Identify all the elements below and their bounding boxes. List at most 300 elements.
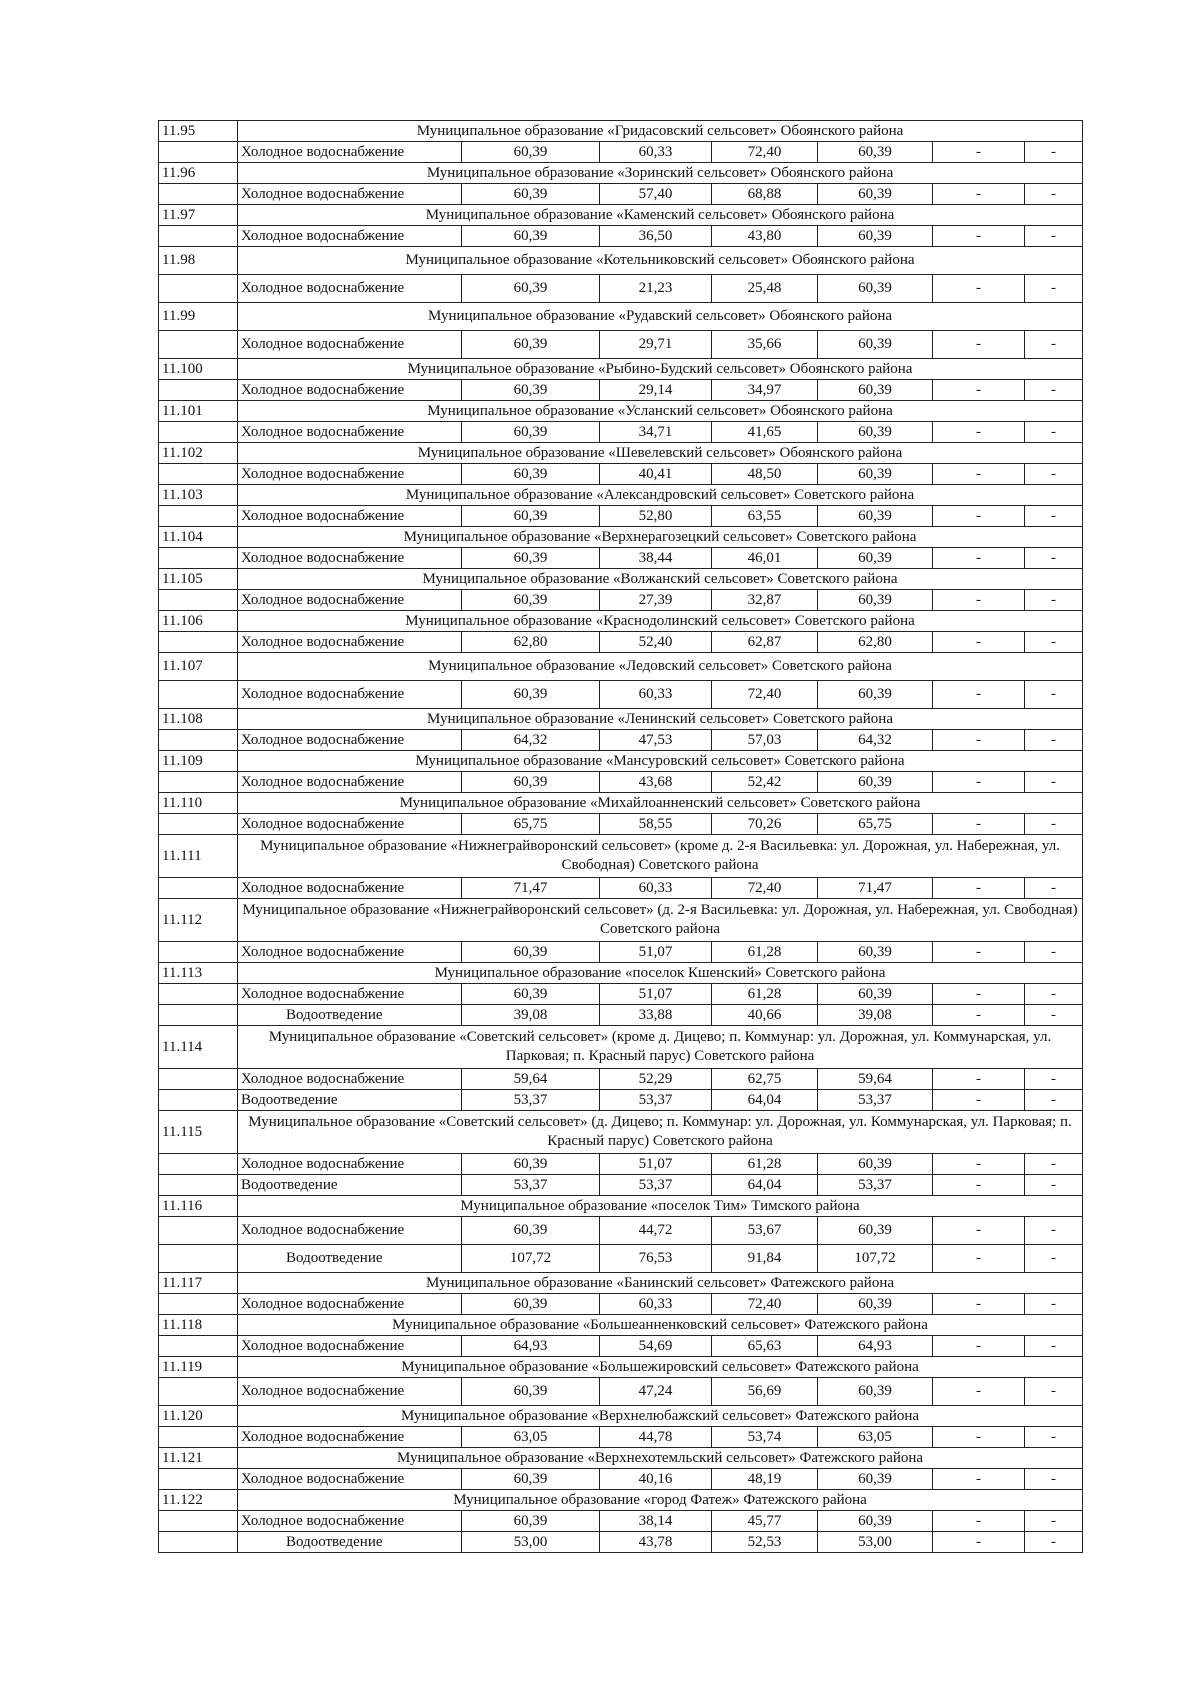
dash-cell: - — [933, 1005, 1025, 1026]
tariff-value: 40,41 — [600, 464, 712, 485]
dash-cell: - — [933, 632, 1025, 653]
service-label: Водоотведение — [238, 1005, 462, 1026]
dash-cell: - — [933, 1154, 1025, 1175]
dash-cell: - — [933, 1469, 1025, 1490]
service-row — [159, 422, 1083, 443]
dash-cell: - — [933, 1294, 1025, 1315]
service-row — [159, 1005, 1083, 1026]
service-row — [159, 1294, 1083, 1315]
dash-cell: - — [1025, 1217, 1083, 1245]
service-label: Холодное водоснабжение — [238, 878, 462, 899]
dash-cell: - — [1025, 878, 1083, 899]
tariff-value: 65,75 — [818, 814, 933, 835]
municipality-header-row — [159, 1026, 1083, 1069]
service-row — [159, 878, 1083, 899]
row-number: 11.95 — [159, 121, 238, 142]
tariff-value: 60,39 — [462, 226, 600, 247]
empty-cell — [159, 464, 238, 485]
empty-cell — [159, 226, 238, 247]
municipality-header-row — [159, 1111, 1083, 1154]
tariff-value: 72,40 — [712, 878, 818, 899]
service-row — [159, 1175, 1083, 1196]
row-number: 11.118 — [159, 1315, 238, 1336]
tariff-value: 59,64 — [818, 1069, 933, 1090]
municipality-header-row — [159, 709, 1083, 730]
tariff-value: 34,71 — [600, 422, 712, 443]
empty-cell — [159, 632, 238, 653]
dash-cell: - — [1025, 1336, 1083, 1357]
tariff-value: 62,75 — [712, 1069, 818, 1090]
empty-cell — [159, 1294, 238, 1315]
row-number: 11.112 — [159, 899, 238, 942]
municipality-header-row — [159, 963, 1083, 984]
service-label: Холодное водоснабжение — [238, 506, 462, 527]
tariff-value: 62,87 — [712, 632, 818, 653]
tariff-value: 60,39 — [818, 1154, 933, 1175]
tariff-value: 52,42 — [712, 772, 818, 793]
tariff-value: 60,39 — [462, 942, 600, 963]
tariff-value: 60,39 — [818, 142, 933, 163]
dash-cell: - — [933, 984, 1025, 1005]
municipality-name: Муниципальное образование «Банинский сельсовет» Фатежского района — [238, 1273, 1083, 1294]
municipality-name: Муниципальное образование «Рудавский сельсовет» Обоянского района — [238, 303, 1083, 331]
tariff-value: 57,03 — [712, 730, 818, 751]
service-label: Холодное водоснабжение — [238, 1069, 462, 1090]
service-row — [159, 1217, 1083, 1245]
municipality-name: Муниципальное образование «Волжанский сельсовет» Советского района — [238, 569, 1083, 590]
municipality-header-row — [159, 359, 1083, 380]
tariff-value: 60,39 — [818, 1511, 933, 1532]
municipality-name: Муниципальное образование «Михайлоанненский сельсовет» Советского района — [238, 793, 1083, 814]
municipality-name: Муниципальное образование «Усланский сельсовет» Обоянского района — [238, 401, 1083, 422]
dash-cell: - — [933, 506, 1025, 527]
tariff-value: 44,72 — [600, 1217, 712, 1245]
tariff-value: 52,80 — [600, 506, 712, 527]
municipality-header-row — [159, 205, 1083, 226]
row-number: 11.110 — [159, 793, 238, 814]
tariff-value: 76,53 — [600, 1245, 712, 1273]
dash-cell: - — [933, 590, 1025, 611]
dash-cell: - — [933, 1090, 1025, 1111]
dash-cell: - — [1025, 422, 1083, 443]
tariff-value: 45,77 — [712, 1511, 818, 1532]
row-number: 11.104 — [159, 527, 238, 548]
service-label: Холодное водоснабжение — [238, 184, 462, 205]
tariff-value: 40,16 — [600, 1469, 712, 1490]
tariff-value: 32,87 — [712, 590, 818, 611]
tariff-value: 60,39 — [818, 226, 933, 247]
service-label: Холодное водоснабжение — [238, 1378, 462, 1406]
tariff-table — [158, 120, 1083, 1553]
dash-cell: - — [1025, 1175, 1083, 1196]
municipality-name: Муниципальное образование «поселок Кшенский» Советского района — [238, 963, 1083, 984]
dash-cell: - — [1025, 380, 1083, 401]
row-number: 11.96 — [159, 163, 238, 184]
dash-cell: - — [1025, 506, 1083, 527]
row-number: 11.121 — [159, 1448, 238, 1469]
tariff-value: 62,80 — [818, 632, 933, 653]
dash-cell: - — [933, 730, 1025, 751]
tariff-value: 65,63 — [712, 1336, 818, 1357]
municipality-header-row — [159, 527, 1083, 548]
tariff-value: 64,93 — [462, 1336, 600, 1357]
dash-cell: - — [933, 1336, 1025, 1357]
dash-cell: - — [933, 548, 1025, 569]
dash-cell: - — [1025, 1154, 1083, 1175]
service-row — [159, 548, 1083, 569]
service-row — [159, 184, 1083, 205]
empty-cell — [159, 1511, 238, 1532]
dash-cell: - — [1025, 1090, 1083, 1111]
service-label: Холодное водоснабжение — [238, 814, 462, 835]
row-number: 11.115 — [159, 1111, 238, 1154]
municipality-name: Муниципальное образование «Шевелевский сельсовет» Обоянского района — [238, 443, 1083, 464]
service-label: Водоотведение — [238, 1532, 462, 1553]
tariff-value: 33,88 — [600, 1005, 712, 1026]
dash-cell: - — [933, 464, 1025, 485]
municipality-header-row — [159, 793, 1083, 814]
tariff-value: 60,39 — [462, 1469, 600, 1490]
tariff-value: 60,39 — [818, 1294, 933, 1315]
service-label: Холодное водоснабжение — [238, 942, 462, 963]
dash-cell: - — [1025, 548, 1083, 569]
service-label: Холодное водоснабжение — [238, 1217, 462, 1245]
tariff-value: 60,39 — [818, 772, 933, 793]
service-label: Холодное водоснабжение — [238, 1154, 462, 1175]
tariff-value: 41,65 — [712, 422, 818, 443]
tariff-value: 35,66 — [712, 331, 818, 359]
tariff-value: 60,39 — [462, 548, 600, 569]
service-label: Холодное водоснабжение — [238, 464, 462, 485]
dash-cell: - — [933, 275, 1025, 303]
tariff-value: 58,55 — [600, 814, 712, 835]
tariff-value: 61,28 — [712, 942, 818, 963]
empty-cell — [159, 1175, 238, 1196]
service-row — [159, 464, 1083, 485]
service-row — [159, 1511, 1083, 1532]
dash-cell: - — [1025, 590, 1083, 611]
service-row — [159, 772, 1083, 793]
dash-cell: - — [933, 878, 1025, 899]
service-row — [159, 142, 1083, 163]
service-label: Холодное водоснабжение — [238, 1469, 462, 1490]
tariff-table-body — [159, 121, 1083, 1553]
service-row — [159, 1469, 1083, 1490]
dash-cell: - — [1025, 984, 1083, 1005]
tariff-value: 53,37 — [462, 1090, 600, 1111]
dash-cell: - — [933, 142, 1025, 163]
municipality-header-row — [159, 401, 1083, 422]
municipality-name: Муниципальное образование «Верхнехотемльский сельсовет» Фатежского района — [238, 1448, 1083, 1469]
tariff-value: 52,53 — [712, 1532, 818, 1553]
tariff-value: 61,28 — [712, 1154, 818, 1175]
tariff-value: 29,71 — [600, 331, 712, 359]
empty-cell — [159, 984, 238, 1005]
tariff-value: 60,39 — [462, 184, 600, 205]
row-number: 11.102 — [159, 443, 238, 464]
empty-cell — [159, 1245, 238, 1273]
tariff-value: 52,40 — [600, 632, 712, 653]
tariff-value: 60,33 — [600, 142, 712, 163]
tariff-value: 60,39 — [462, 772, 600, 793]
tariff-value: 53,37 — [600, 1090, 712, 1111]
row-number: 11.119 — [159, 1357, 238, 1378]
tariff-value: 63,55 — [712, 506, 818, 527]
municipality-header-row — [159, 653, 1083, 681]
service-row — [159, 1336, 1083, 1357]
municipality-name: Муниципальное образование «Верхнелюбажский сельсовет» Фатежского района — [238, 1406, 1083, 1427]
tariff-value: 53,00 — [462, 1532, 600, 1553]
municipality-name: Муниципальное образование «Нижнеграйворонский сельсовет» (кроме д. 2-я Васильевка: ул. Дорожная, ул. Набережная, ул. Свободная) Советского района — [238, 835, 1083, 878]
empty-cell — [159, 1427, 238, 1448]
municipality-name: Муниципальное образование «город Фатеж» Фатежского района — [238, 1490, 1083, 1511]
dash-cell: - — [933, 1069, 1025, 1090]
tariff-value: 60,39 — [462, 464, 600, 485]
tariff-value: 47,24 — [600, 1378, 712, 1406]
empty-cell — [159, 772, 238, 793]
service-row — [159, 814, 1083, 835]
tariff-value: 60,39 — [462, 275, 600, 303]
tariff-value: 107,72 — [462, 1245, 600, 1273]
service-row — [159, 681, 1083, 709]
service-label: Холодное водоснабжение — [238, 1427, 462, 1448]
row-number: 11.108 — [159, 709, 238, 730]
tariff-value: 48,19 — [712, 1469, 818, 1490]
tariff-value: 39,08 — [462, 1005, 600, 1026]
municipality-header-row — [159, 1357, 1083, 1378]
municipality-name: Муниципальное образование «Рыбино-Будский сельсовет» Обоянского района — [238, 359, 1083, 380]
empty-cell — [159, 331, 238, 359]
empty-cell — [159, 422, 238, 443]
municipality-name: Муниципальное образование «Ленинский сельсовет» Советского района — [238, 709, 1083, 730]
municipality-name: Муниципальное образование «Верхнерагозецкий сельсовет» Советского района — [238, 527, 1083, 548]
dash-cell: - — [933, 942, 1025, 963]
tariff-value: 54,69 — [600, 1336, 712, 1357]
dash-cell: - — [1025, 331, 1083, 359]
tariff-value: 48,50 — [712, 464, 818, 485]
row-number: 11.106 — [159, 611, 238, 632]
dash-cell: - — [933, 184, 1025, 205]
municipality-name: Муниципальное образование «Александровский сельсовет» Советского района — [238, 485, 1083, 506]
service-label: Холодное водоснабжение — [238, 632, 462, 653]
municipality-header-row — [159, 485, 1083, 506]
dash-cell: - — [1025, 814, 1083, 835]
empty-cell — [159, 814, 238, 835]
empty-cell — [159, 1336, 238, 1357]
tariff-value: 43,68 — [600, 772, 712, 793]
empty-cell — [159, 681, 238, 709]
row-number: 11.101 — [159, 401, 238, 422]
municipality-name: Муниципальное образование «Большежировский сельсовет» Фатежского района — [238, 1357, 1083, 1378]
dash-cell: - — [933, 226, 1025, 247]
tariff-value: 39,08 — [818, 1005, 933, 1026]
dash-cell: - — [1025, 464, 1083, 485]
tariff-value: 60,39 — [818, 548, 933, 569]
service-row — [159, 1427, 1083, 1448]
tariff-value: 57,40 — [600, 184, 712, 205]
tariff-value: 60,39 — [462, 1378, 600, 1406]
row-number: 11.105 — [159, 569, 238, 590]
empty-cell — [159, 1469, 238, 1490]
tariff-value: 60,39 — [818, 506, 933, 527]
municipality-header-row — [159, 1196, 1083, 1217]
empty-cell — [159, 1005, 238, 1026]
municipality-header-row — [159, 835, 1083, 878]
dash-cell: - — [1025, 1005, 1083, 1026]
dash-cell: - — [1025, 226, 1083, 247]
tariff-value: 60,39 — [462, 1511, 600, 1532]
tariff-value: 40,66 — [712, 1005, 818, 1026]
municipality-name: Муниципальное образование «поселок Тим» Тимского района — [238, 1196, 1083, 1217]
tariff-value: 60,39 — [462, 422, 600, 443]
empty-cell — [159, 1217, 238, 1245]
tariff-value: 62,80 — [462, 632, 600, 653]
tariff-value: 60,39 — [818, 331, 933, 359]
dash-cell: - — [1025, 681, 1083, 709]
service-row — [159, 275, 1083, 303]
tariff-value: 72,40 — [712, 142, 818, 163]
tariff-value: 60,39 — [462, 331, 600, 359]
municipality-header-row — [159, 569, 1083, 590]
dash-cell: - — [1025, 1532, 1083, 1553]
municipality-name: Муниципальное образование «Советский сельсовет» (д. Дицево; п. Коммунар: ул. Дорожная, ул. Коммунарская, ул. Парковая; п. Красный парус) Советского района — [238, 1111, 1083, 1154]
tariff-value: 38,14 — [600, 1511, 712, 1532]
row-number: 11.113 — [159, 963, 238, 984]
tariff-value: 71,47 — [818, 878, 933, 899]
municipality-name: Муниципальное образование «Гридасовский сельсовет» Обоянского района — [238, 121, 1083, 142]
municipality-name: Муниципальное образование «Советский сельсовет» (кроме д. Дицево; п. Коммунар: ул. Дорожная, ул. Коммунарская, ул. Парковая; п. Красный парус) Советского района — [238, 1026, 1083, 1069]
empty-cell — [159, 184, 238, 205]
tariff-value: 46,01 — [712, 548, 818, 569]
municipality-name: Муниципальное образование «Большеанненковский сельсовет» Фатежского района — [238, 1315, 1083, 1336]
dash-cell: - — [933, 1175, 1025, 1196]
dash-cell: - — [1025, 632, 1083, 653]
tariff-value: 107,72 — [818, 1245, 933, 1273]
municipality-header-row — [159, 303, 1083, 331]
service-label: Холодное водоснабжение — [238, 548, 462, 569]
service-row — [159, 331, 1083, 359]
service-label: Холодное водоснабжение — [238, 730, 462, 751]
tariff-value: 60,39 — [818, 275, 933, 303]
tariff-value: 25,48 — [712, 275, 818, 303]
tariff-value: 64,04 — [712, 1090, 818, 1111]
empty-cell — [159, 142, 238, 163]
tariff-value: 51,07 — [600, 984, 712, 1005]
municipality-header-row — [159, 611, 1083, 632]
dash-cell: - — [933, 1217, 1025, 1245]
tariff-value: 53,37 — [818, 1175, 933, 1196]
dash-cell: - — [933, 1511, 1025, 1532]
dash-cell: - — [1025, 1511, 1083, 1532]
municipality-name: Муниципальное образование «Мансуровский сельсовет» Советского района — [238, 751, 1083, 772]
service-row — [159, 1090, 1083, 1111]
tariff-value: 53,67 — [712, 1217, 818, 1245]
tariff-value: 53,00 — [818, 1532, 933, 1553]
tariff-value: 64,93 — [818, 1336, 933, 1357]
tariff-value: 44,78 — [600, 1427, 712, 1448]
service-label: Холодное водоснабжение — [238, 1336, 462, 1357]
municipality-name: Муниципальное образование «Краснодолинский сельсовет» Советского района — [238, 611, 1083, 632]
service-row — [159, 730, 1083, 751]
municipality-header-row — [159, 1315, 1083, 1336]
tariff-value: 64,32 — [462, 730, 600, 751]
tariff-value: 60,39 — [818, 681, 933, 709]
empty-cell — [159, 878, 238, 899]
dash-cell: - — [1025, 942, 1083, 963]
service-row — [159, 1532, 1083, 1553]
dash-cell: - — [933, 1378, 1025, 1406]
tariff-value: 60,39 — [818, 1469, 933, 1490]
tariff-value: 34,97 — [712, 380, 818, 401]
service-row — [159, 226, 1083, 247]
tariff-value: 53,37 — [462, 1175, 600, 1196]
tariff-value: 43,78 — [600, 1532, 712, 1553]
service-row — [159, 1245, 1083, 1273]
row-number: 11.109 — [159, 751, 238, 772]
service-row — [159, 1378, 1083, 1406]
empty-cell — [159, 1090, 238, 1111]
tariff-value: 65,75 — [462, 814, 600, 835]
service-row — [159, 1069, 1083, 1090]
municipality-header-row — [159, 247, 1083, 275]
row-number: 11.111 — [159, 835, 238, 878]
municipality-header-row — [159, 1406, 1083, 1427]
dash-cell: - — [1025, 1427, 1083, 1448]
tariff-value: 27,39 — [600, 590, 712, 611]
row-number: 11.98 — [159, 247, 238, 275]
dash-cell: - — [1025, 1294, 1083, 1315]
tariff-value: 60,39 — [818, 464, 933, 485]
service-label: Холодное водоснабжение — [238, 1511, 462, 1532]
tariff-value: 60,39 — [818, 380, 933, 401]
tariff-value: 53,37 — [600, 1175, 712, 1196]
dash-cell: - — [1025, 1469, 1083, 1490]
tariff-value: 60,39 — [462, 590, 600, 611]
tariff-value: 53,74 — [712, 1427, 818, 1448]
empty-cell — [159, 275, 238, 303]
row-number: 11.114 — [159, 1026, 238, 1069]
dash-cell: - — [933, 422, 1025, 443]
service-label: Водоотведение — [238, 1090, 462, 1111]
tariff-value: 38,44 — [600, 548, 712, 569]
service-label: Водоотведение — [238, 1175, 462, 1196]
empty-cell — [159, 1532, 238, 1553]
tariff-value: 72,40 — [712, 681, 818, 709]
municipality-header-row — [159, 1490, 1083, 1511]
tariff-value: 52,29 — [600, 1069, 712, 1090]
tariff-value: 51,07 — [600, 942, 712, 963]
municipality-header-row — [159, 1448, 1083, 1469]
municipality-header-row — [159, 751, 1083, 772]
dash-cell: - — [933, 681, 1025, 709]
dash-cell: - — [933, 814, 1025, 835]
tariff-value: 64,04 — [712, 1175, 818, 1196]
municipality-header-row — [159, 163, 1083, 184]
municipality-header-row — [159, 1273, 1083, 1294]
service-label: Водоотведение — [238, 1245, 462, 1273]
municipality-name: Муниципальное образование «Каменский сельсовет» Обоянского района — [238, 205, 1083, 226]
tariff-value: 60,39 — [462, 984, 600, 1005]
tariff-value: 60,39 — [462, 1217, 600, 1245]
empty-cell — [159, 506, 238, 527]
service-label: Холодное водоснабжение — [238, 984, 462, 1005]
service-label: Холодное водоснабжение — [238, 772, 462, 793]
municipality-header-row — [159, 899, 1083, 942]
service-label: Холодное водоснабжение — [238, 380, 462, 401]
service-row — [159, 984, 1083, 1005]
service-row — [159, 942, 1083, 963]
empty-cell — [159, 1378, 238, 1406]
